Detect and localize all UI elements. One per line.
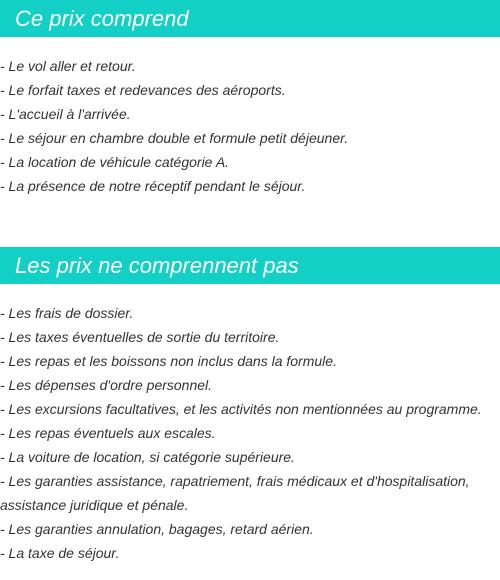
list-item: - Les frais de dossier. — [0, 305, 134, 321]
list-item: - Les dépenses d'ordre personnel. — [0, 377, 213, 393]
list-item: - La voiture de location, si catégorie supérieure. — [0, 449, 295, 465]
list-item: - Les garanties annulation, bagages, retard aérien. — [0, 521, 314, 537]
list-item: - Le vol aller et retour. — [0, 58, 136, 74]
included-list — [0, 54, 500, 198]
list-item: - La taxe de séjour. — [0, 545, 120, 561]
excluded-section-title: Les prix ne comprennent pas — [0, 247, 500, 284]
list-item: - La présence de notre réceptif pendant le séjour. — [0, 178, 306, 194]
list-item: - L'accueil à l'arrivée. — [0, 106, 131, 122]
list-item: - Les excursions facultatives, et les activités non mentionnées au programme. — [0, 401, 482, 417]
excluded-list — [0, 301, 500, 565]
list-item: - Les taxes éventuelles de sortie du territoire. — [0, 329, 280, 345]
included-section-title: Ce prix comprend — [0, 0, 500, 37]
list-item: - La location de véhicule catégorie A. — [0, 154, 230, 170]
list-item: - Les garanties assistance, rapatriement, frais médicaux et d'hospitalisation, assistance juridique et pénale. — [0, 473, 470, 513]
list-item: - Le forfait taxes et redevances des aéroports. — [0, 82, 286, 98]
list-item: - Les repas et les boissons non inclus dans la formule. — [0, 353, 337, 369]
list-item: - Le séjour en chambre double et formule petit déjeuner. — [0, 130, 349, 146]
list-item: - Les repas éventuels aux escales. — [0, 425, 216, 441]
